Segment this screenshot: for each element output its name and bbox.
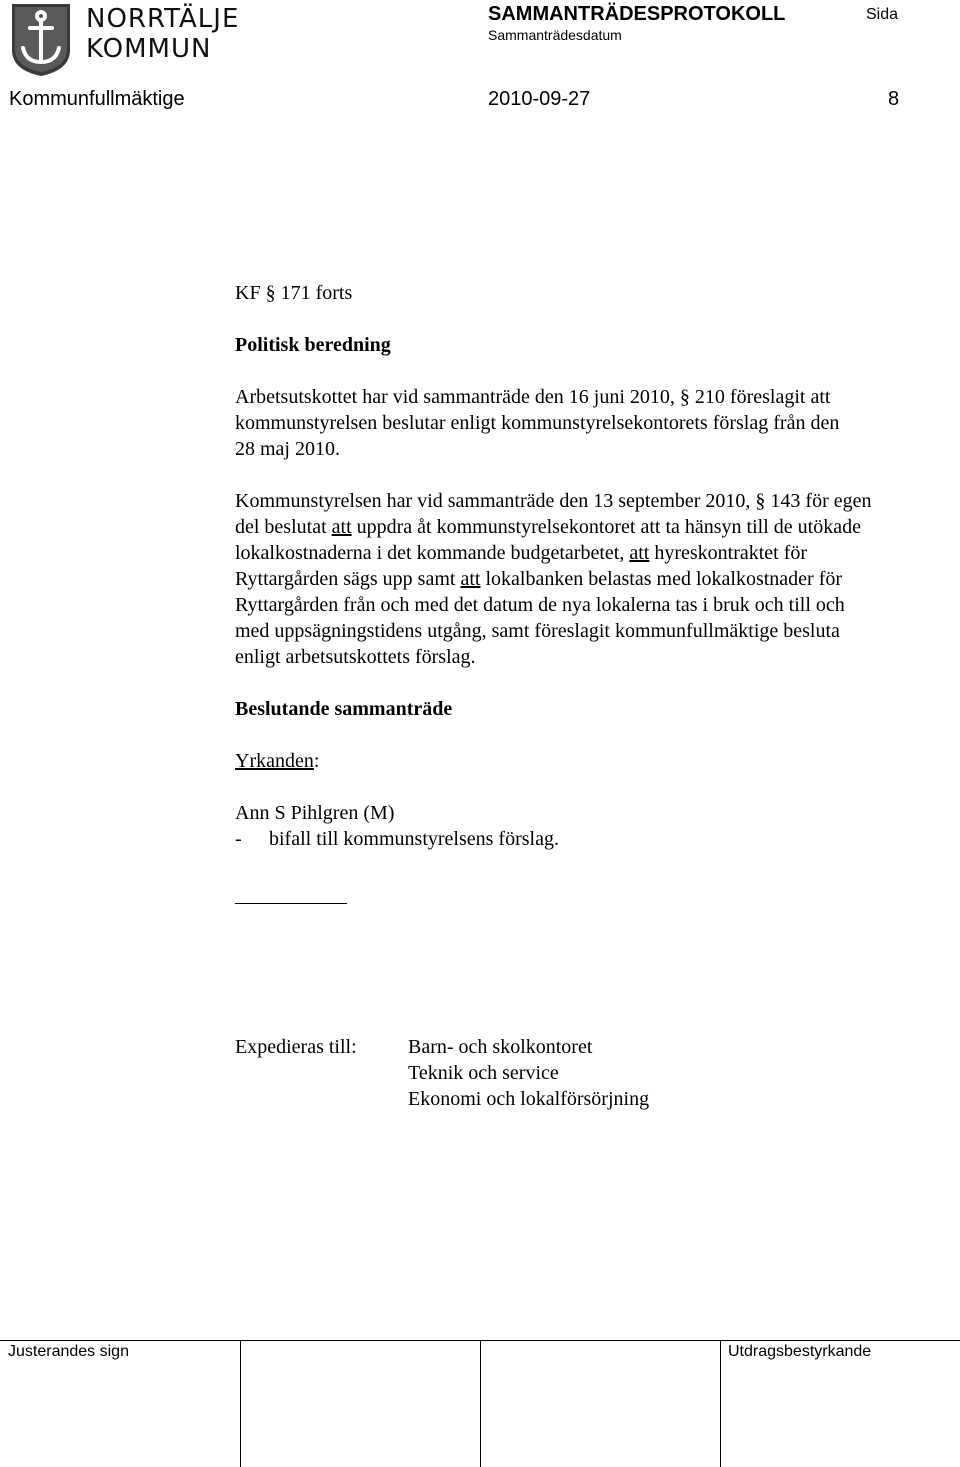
claims-label-colon: : (313, 750, 320, 772)
footer-cell-divider (720, 1340, 721, 1467)
paragraph-line: Arbetsutskottet har vid sammanträde den 16 juni 2010, § 210 föreslagit att (235, 386, 831, 408)
text-run: Ryttargården sägs upp samt (235, 568, 461, 590)
meeting-date: 2010-09-27 (488, 88, 591, 110)
claims-label (235, 748, 319, 774)
paragraph-line: Ryttargården från och med det datum de nya lokalerna tas i bruk och till och (235, 594, 845, 616)
text-run: lokalkostnaderna i det kommande budgetarbetet, (235, 542, 630, 564)
text-run: del beslutat (235, 516, 332, 538)
page-label: Sida (866, 6, 899, 23)
page-number: 8 (888, 88, 900, 110)
underlined-att: att (460, 568, 481, 590)
section-reference: KF § 171 forts (235, 282, 353, 304)
paragraph-line: med uppsägningstidens utgång, samt föreslagit kommunfullmäktige besluta (235, 620, 840, 642)
text-run: hyreskontraktet för (649, 542, 808, 564)
body-name: Kommunfullmäktige (9, 88, 185, 110)
municipality-crest-logo (10, 2, 72, 78)
protocol-title: SAMMANTRÄDESPROTOKOLL (488, 3, 786, 25)
paragraph-line: enligt arbetsutskottets förslag. (235, 646, 476, 668)
paragraph-municipal-board (235, 488, 960, 670)
separator-line (235, 903, 347, 904)
recipient: Barn- och skolkontoret (408, 1036, 593, 1058)
footer-cell-divider (480, 1340, 481, 1467)
heading-political-preparation: Politisk beredning (235, 334, 391, 356)
recipients-list (408, 1034, 649, 1112)
text-run: uppdra åt kommunstyrelsekontoret att ta hänsyn till de utökade (351, 516, 861, 538)
text-run: lokalbanken belastas med lokalkostnader för (480, 568, 843, 590)
paragraph-line (235, 514, 960, 540)
heading-decision-meeting: Beslutande sammanträde (235, 698, 453, 720)
footer-cell-divider (240, 1340, 241, 1467)
wordmark-line-2: KOMMUN (86, 34, 212, 64)
paragraph-line: kommunstyrelsen beslutar enligt kommunstyrelsekontorets förslag från den (235, 412, 840, 434)
underlined-att: att (331, 516, 352, 538)
footer-sign-label: Justerandes sign (8, 1343, 129, 1360)
paragraph-line (235, 540, 960, 566)
proposer-name: Ann S Pihlgren (M) (235, 802, 395, 824)
paragraph-working-committee (235, 384, 935, 462)
proposal-dash: - (235, 828, 242, 850)
underlined-att: att (629, 542, 650, 564)
recipient: Teknik och service (408, 1062, 559, 1084)
proposal-item (235, 826, 559, 852)
paragraph-line: Kommunstyrelsen har vid sammanträde den 13 september 2010, § 143 för egen (235, 490, 872, 512)
proposal-text: bifall till kommunstyrelsens förslag. (269, 828, 559, 850)
footer-extract-label: Utdragsbestyrkande (728, 1343, 872, 1360)
recipient: Ekonomi och lokalförsörjning (408, 1088, 650, 1110)
municipality-wordmark (86, 4, 239, 64)
paragraph-line: 28 maj 2010. (235, 438, 340, 460)
claims-label-text: Yrkanden (235, 750, 314, 772)
meeting-date-label: Sammanträdesdatum (488, 27, 622, 43)
sent-to-label: Expedieras till: (235, 1036, 357, 1058)
paragraph-line (235, 566, 960, 592)
wordmark-line-1: NORRTÄLJE (86, 4, 240, 34)
